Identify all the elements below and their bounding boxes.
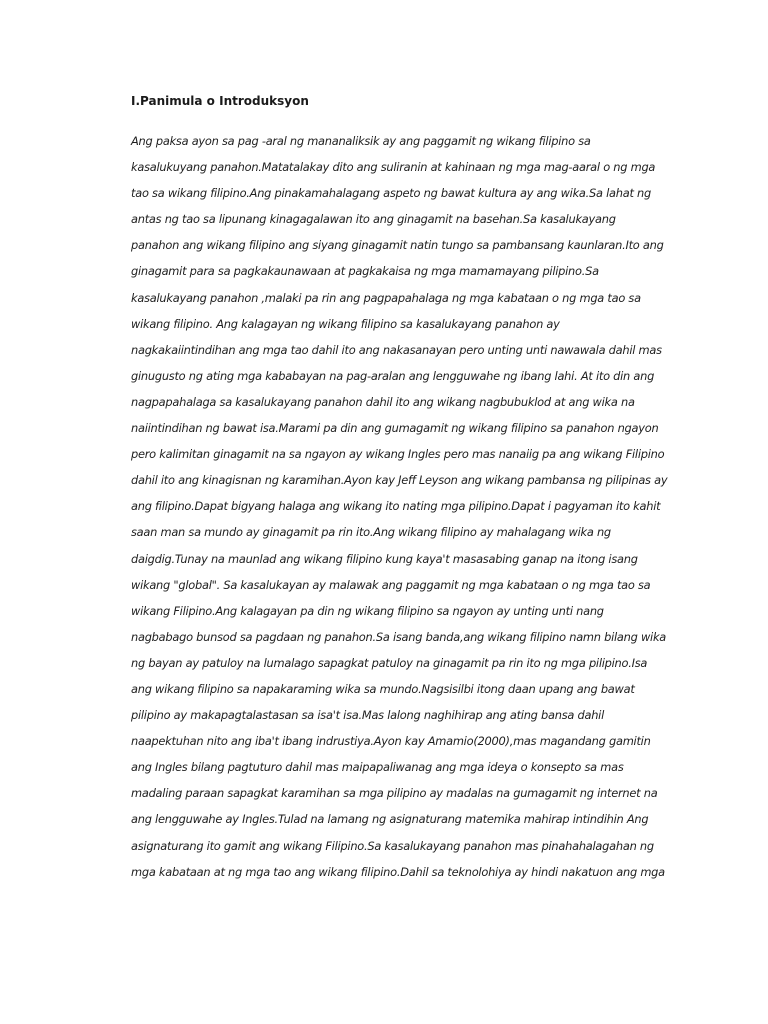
text-line: ginagamit para sa pagkakaunawaan at pagkakaisa ng mga mamamayang pilipino.Sa xyxy=(131,264,599,279)
text-line: dahil ito ang kinagisnan ng karamihan.Ayon kay Jeff Leyson ang wikang pambansa ng pilipinas ay xyxy=(131,473,668,488)
text-line: panahon ang wikang filipino ang siyang ginagamit natin tungo sa pambansang kaunlaran.Ito ang xyxy=(131,238,664,253)
text-line: madaling paraan sapagkat karamihan sa mga pilipino ay madalas na gumagamit ng internet na xyxy=(131,786,658,801)
text-line: saan man sa mundo ay ginagamit pa rin ito.Ang wikang filipino ay mahalagang wika ng xyxy=(131,525,611,540)
text-line: pilipino ay makapagtalastasan sa isa't isa.Mas lalong naghihirap ang ating bansa dahil xyxy=(131,708,605,723)
text-line: nagbabago bunsod sa pagdaan ng panahon.Sa isang banda,ang wikang filipino namn bilang wika xyxy=(131,629,667,644)
text-line: nagkakaiintindihan ang mga tao dahil ito ang nakasanayan pero unting unti nawawala dahil mas xyxy=(131,342,662,357)
text-line: kasalukuyang panahon.Matatalakay dito ang suliranin at kahinaan ng mga mag-aaral o ng mga xyxy=(131,160,656,175)
text-line: wikang "global". Sa kasalukayan ay malawak ang paggamit ng mga kabataan o ng mga tao sa xyxy=(131,577,651,592)
text-line: Ang paksa ayon sa pag -aral ng mananaliksik ay ang paggamit ng wikang filipino sa xyxy=(131,134,591,148)
text-line: naapektuhan nito ang iba't ibang indrustiya.Ayon kay Amamio(2000),mas magandang gamitin xyxy=(131,734,651,749)
text-line: mga kabataan at ng mga tao ang wikang filipino.Dahil sa teknolohiya ay hindi nakatuon ang mga xyxy=(131,864,665,879)
text-line: wikang Filipino.Ang kalagayan pa din ng wikang filipino sa ngayon ay unting unti nang xyxy=(131,603,604,618)
text-line: antas ng tao sa lipunang kinagagalawan ito ang ginagamit na basehan.Sa kasalukayang xyxy=(131,212,616,227)
body-paragraph xyxy=(131,128,691,885)
text-line: wikang filipino. Ang kalagayan ng wikang filipino sa kasalukayang panahon ay xyxy=(131,316,560,331)
text-line: kasalukayang panahon ,malaki pa rin ang pagpapahalaga ng mga kabataan o ng mga tao sa xyxy=(131,290,641,305)
text-line: tao sa wikang filipino.Ang pinakamahalagang aspeto ng bawat kultura ay ang wika.Sa lahat ng xyxy=(131,186,651,201)
text-line: ang lengguwahe ay Ingles.Tulad na lamang ng asignaturang matemika mahirap intindihin Ang xyxy=(131,812,649,827)
text-line: daigdig.Tunay na maunlad ang wikang filipino kung kaya't masasabing ganap na itong isang xyxy=(131,551,638,566)
section-heading: I.Panimula o Introduksyon xyxy=(131,94,309,108)
text-line: ang wikang filipino sa napakaraming wika sa mundo.Nagsisilbi itong daan upang ang bawat xyxy=(131,681,635,696)
text-line: nagpapahalaga sa kasalukayang panahon dahil ito ang wikang nagbubuklod at ang wika na xyxy=(131,394,635,409)
text-line: ang Ingles bilang pagtuturo dahil mas maipapaliwanag ang mga ideya o konsepto sa mas xyxy=(131,760,624,775)
text-line: ang filipino.Dapat bigyang halaga ang wikang ito nating mga pilipino.Dapat i pagyaman ito kahit xyxy=(131,499,661,514)
text-line: ng bayan ay patuloy na lumalago sapagkat patuloy na ginagamit pa rin ito ng mga pilipino.Isa xyxy=(131,655,648,670)
text-line: naiintindihan ng bawat isa.Marami pa din ang gumagamit ng wikang filipino sa panahon ngayon xyxy=(131,421,659,436)
text-line: ginugusto ng ating mga kababayan na pag-aralan ang lengguwahe ng ibang lahi. At ito din ang xyxy=(131,368,655,383)
text-line: asignaturang ito gamit ang wikang Filipino.Sa kasalukayang panahon mas pinahahalagahan ng xyxy=(131,838,654,853)
text-line: pero kalimitan ginagamit na sa ngayon ay wikang Ingles pero mas nanaiig pa ang wikang Filipino xyxy=(131,447,665,462)
